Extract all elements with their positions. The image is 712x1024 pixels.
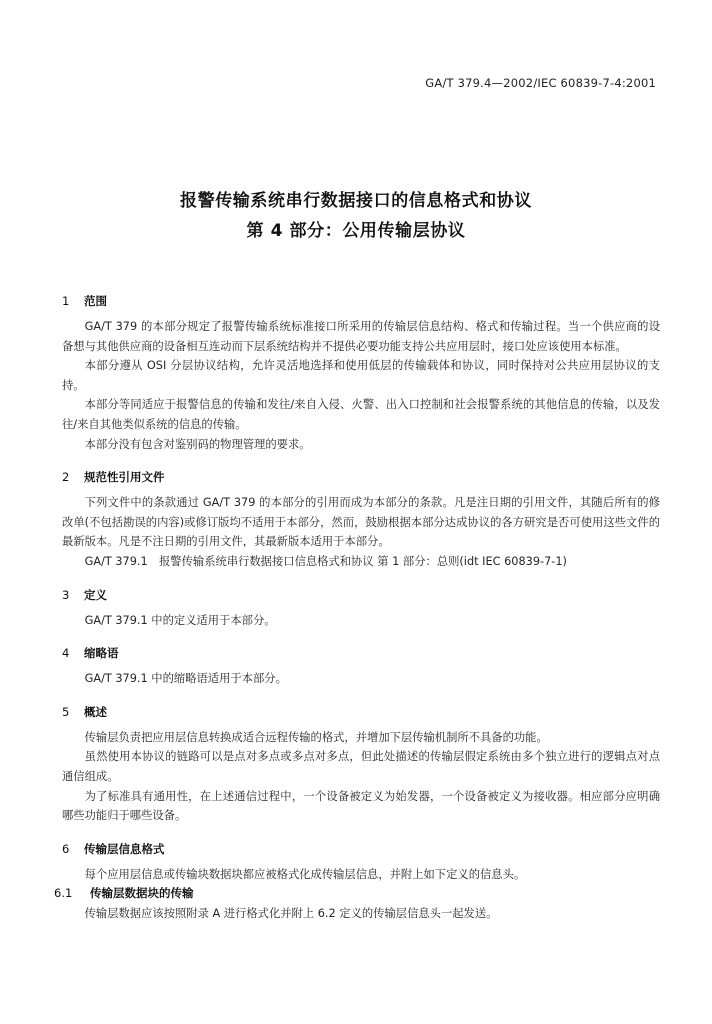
section-number: 4 — [62, 646, 70, 661]
paragraph: 本部分遵从 OSI 分层协议结构，允许灵活地选择和使用低层的传输载体和协议，同时保持对公共应用层协议的支持。 — [62, 359, 660, 392]
paragraph: GA/T 379.1 中的定义适用于本部分。 — [84, 613, 276, 627]
section-title: 范围 — [84, 294, 107, 308]
subsection-heading — [54, 884, 660, 902]
section-number: 3 — [62, 587, 70, 602]
section-title: 规范性引用文件 — [84, 470, 165, 485]
title-line-2: 第 4 部分：公用传输层协议 — [246, 221, 466, 241]
section-title: 定义 — [84, 587, 107, 602]
section-number: 5 — [62, 704, 70, 719]
document-title — [0, 186, 712, 246]
paragraph: 下列文件中的条款通过 GA/T 379 的本部分的引用而成为本部分的条款。凡是注日期的引用文件，其随后所有的修改单(不包括勘误的内容)或修订版均不适用于本部分，然而，鼓励根据本部分达成协议的各方研究是否可使用这些文件的最新版本。凡是不注日期的引用文件，其最新版本适用于本部分。 — [62, 496, 660, 549]
section-title: 概述 — [84, 704, 107, 719]
paragraph: 虽然使用本协议的链路可以是点对多点或多点对多点，但此处描述的传输层假定系统由多个独立进行的逻辑点对点通信组成。 — [62, 750, 660, 783]
section-number: 1 — [62, 294, 70, 308]
paragraph: 传输层负责把应用层信息转换成适合远程传输的格式，并增加下层传输机制所不具备的功能。 — [84, 730, 548, 744]
section-heading — [62, 840, 660, 858]
paragraph: 传输层数据应该按照附录 A 进行格式化并附上 6.2 定义的传输层信息头一起发送。 — [84, 907, 498, 921]
section-title: 缩略语 — [84, 646, 119, 661]
paragraph: 本部分没有包含对鉴别码的物理管理的要求。 — [84, 437, 311, 451]
title-line-1: 报警传输系统串行数据接口的信息格式和协议 — [180, 191, 532, 211]
section-number: 6 — [62, 841, 70, 856]
section-heading — [62, 644, 660, 662]
standard-code: GA/T 379.4—2002/IEC 60839-7-4:2001 — [425, 76, 656, 90]
section-heading — [62, 703, 660, 721]
document-body — [54, 292, 660, 934]
section-heading — [62, 468, 660, 486]
section-abbreviations — [62, 644, 660, 689]
section-heading — [62, 586, 660, 604]
paragraph: GA/T 379.1 中的缩略语适用于本部分。 — [84, 672, 287, 686]
subsection-number: 6.1 — [54, 886, 73, 901]
paragraph: 为了标准具有通用性，在上述通信过程中，一个设备被定义为始发器，一个设备被定义为接收器。相应部分应明确哪些功能归于哪些设备。 — [62, 789, 660, 823]
section-scope — [62, 292, 660, 454]
paragraph: 每个应用层信息或传输块数据块都应被格式化成传输层信息，并附上如下定义的信息头。 — [84, 867, 526, 881]
reference-entry: GA/T 379.1 报警传输系统串行数据接口信息格式和协议 第 1 部分：总则(idt IEC 60839-7-1) — [84, 554, 567, 568]
section-heading — [62, 292, 660, 310]
paragraph: GA/T 379 的本部分规定了报警传输系统标准接口所采用的传输层信息结构、格式和传输过程。当一个供应商的设备想与其他供应商的设备相互连动而下层系统结构并不提供必要功能支持公共应用层时，接口处应该使用本标准。 — [62, 320, 660, 353]
section-overview — [62, 703, 660, 826]
section-title: 传输层信息格式 — [84, 841, 165, 856]
section-transport-layer-format — [54, 840, 660, 924]
section-definitions — [62, 586, 660, 631]
section-number: 2 — [62, 470, 70, 485]
subsection-title: 传输层数据块的传输 — [90, 886, 194, 901]
section-normative-references — [62, 468, 660, 571]
paragraph: 本部分等同适应于报警信息的传输和发往/来自入侵、火警、出入口控制和社会报警系统的其他信息的传输，以及发往/来自其他类似系统的信息的传输。 — [62, 398, 660, 431]
